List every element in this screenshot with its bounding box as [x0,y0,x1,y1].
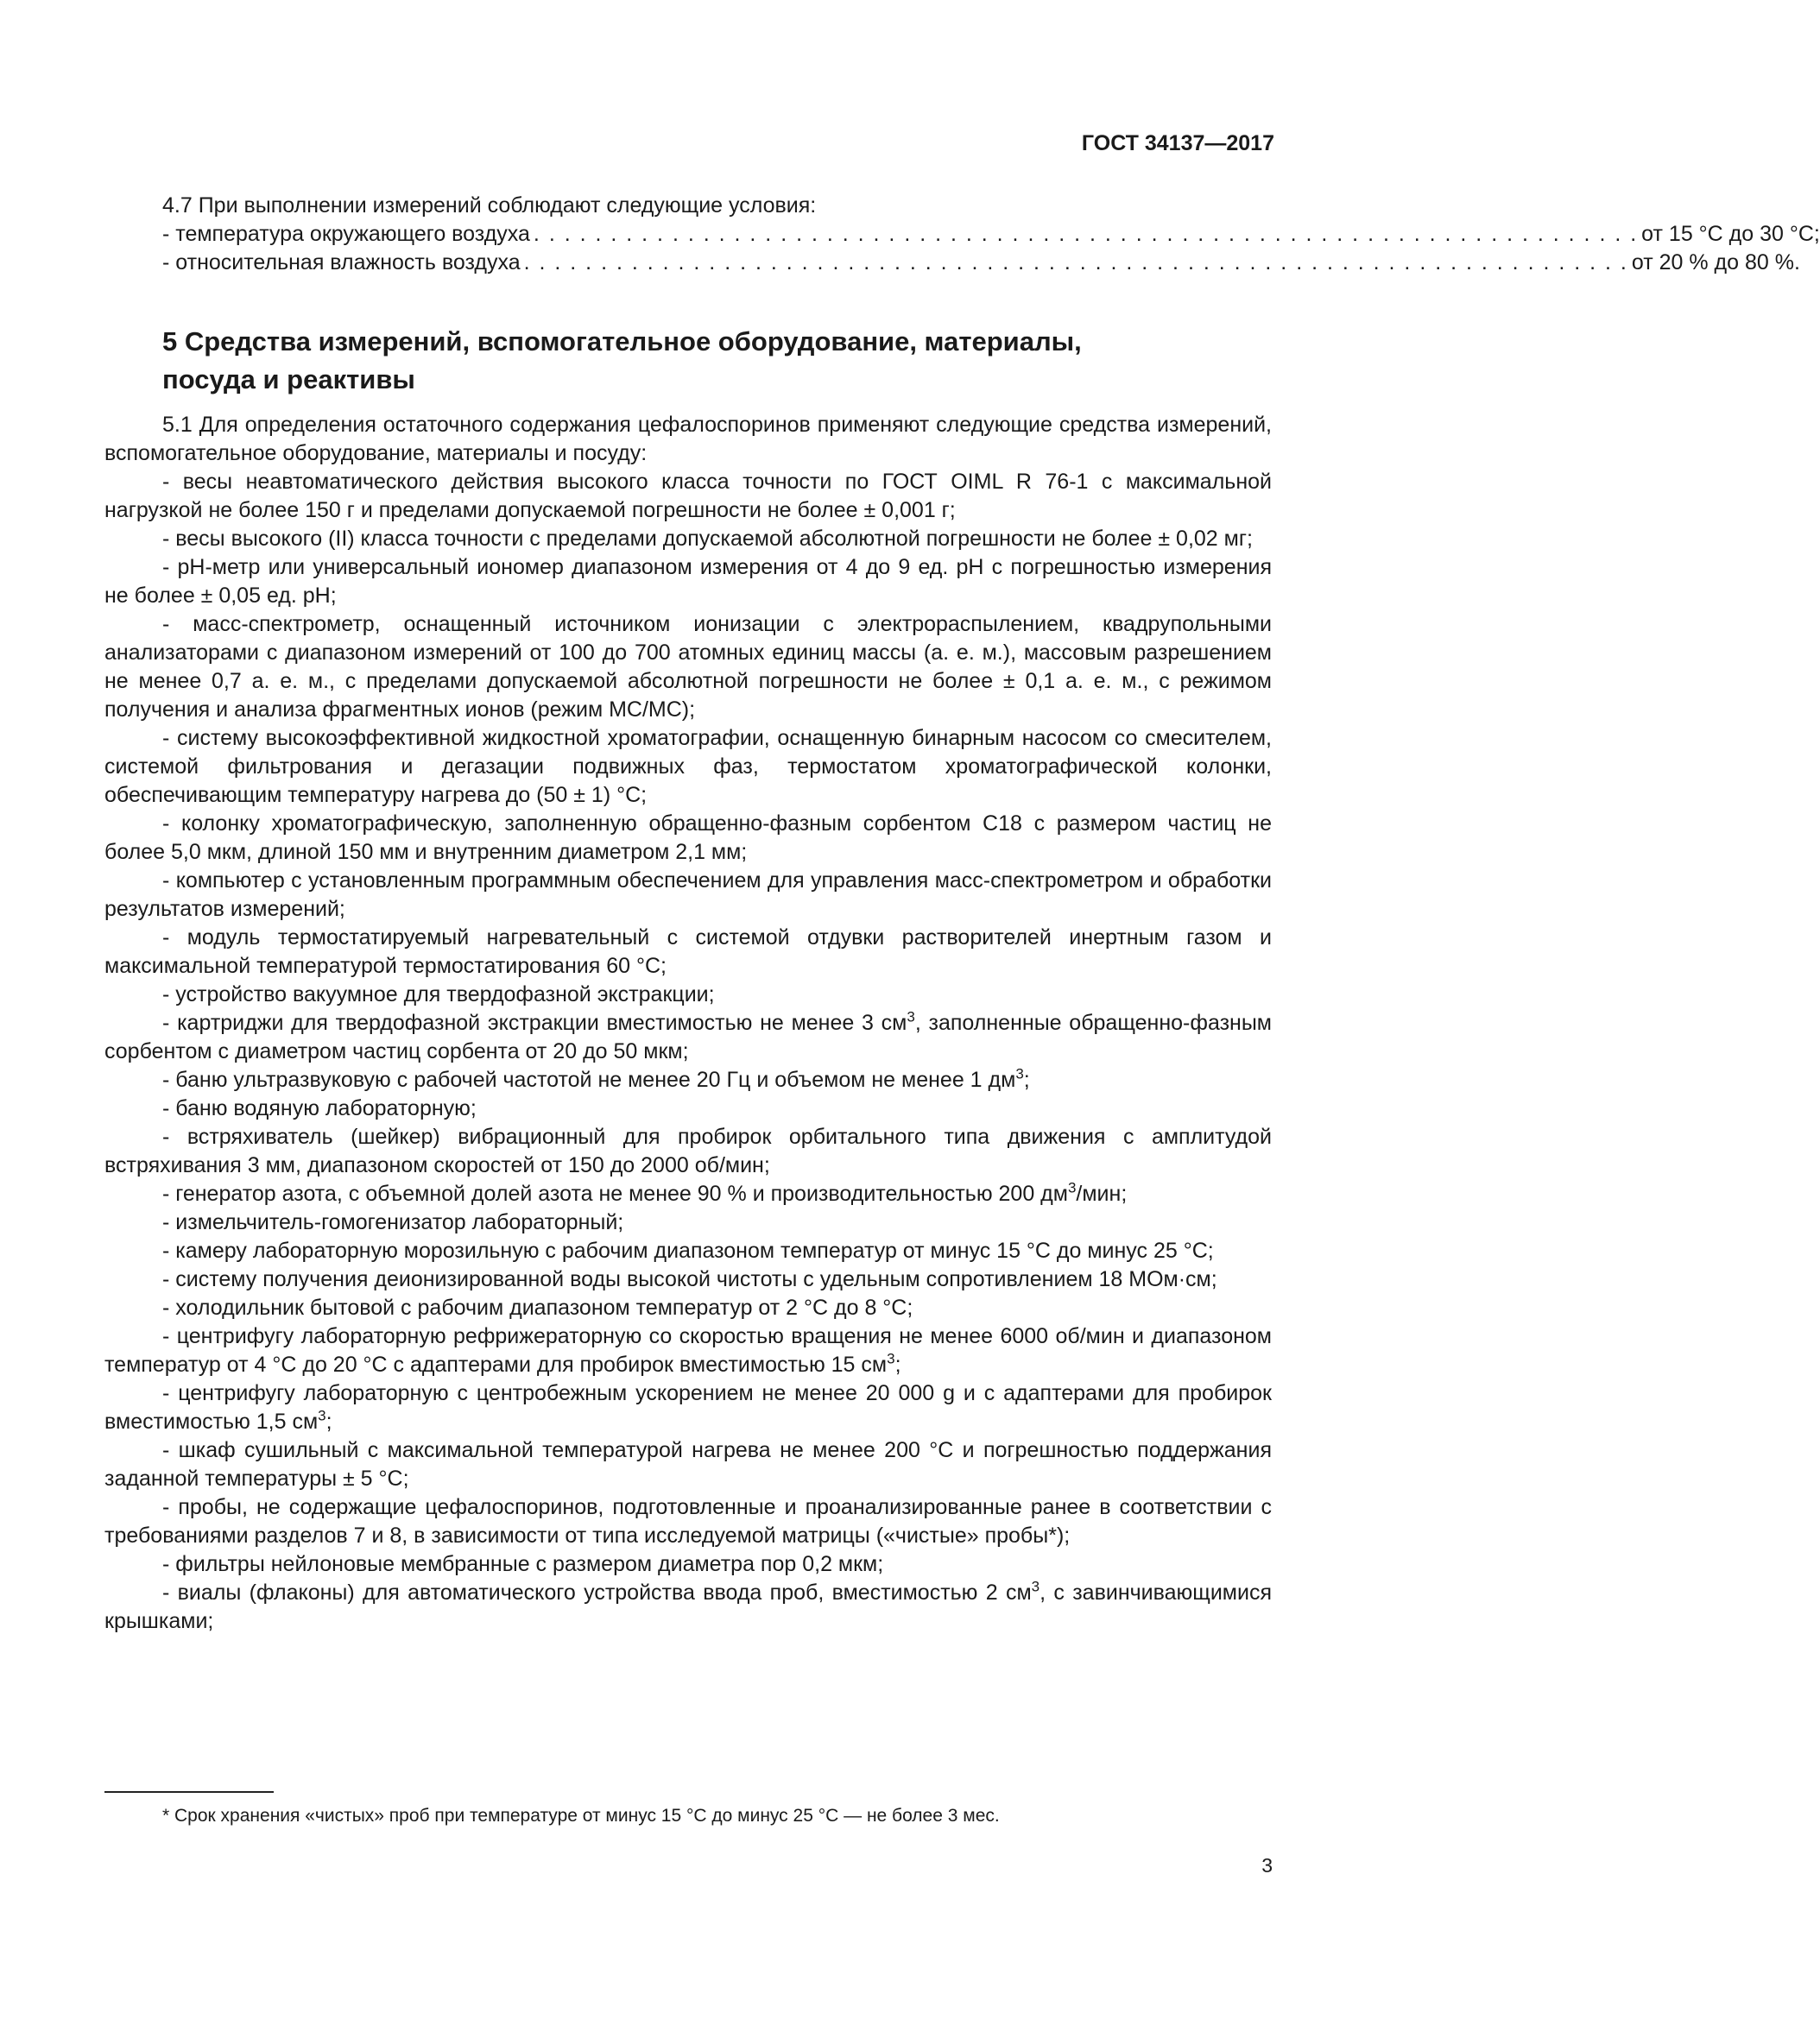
superscript: 3 [887,1350,895,1367]
list-item: - холодильник бытовой с рабочим диапазоном температур от 2 °С до 8 °С; [162,1296,913,1320]
superscript: 3 [1067,1179,1077,1196]
list-item [104,1009,1272,1066]
list-item: - баню водяную лабораторную; [162,1096,477,1120]
footnote-divider [104,1791,274,1793]
condition-temperature [104,220,1820,249]
section-5-heading [162,323,1198,399]
list-item-text: , заполненные обращенно-фазным сорбентом с диаметром частиц сорбента от 20 до 50 мкм; [104,1011,1272,1063]
dot-leader: . . . . . . . . . . . . . . . . . . . . . . . . . . . . . . . . . . . . . . . . . . . . . . . . . . . . . . . . . . . . . . . . . . . . . . . . [533,222,1639,246]
document-id-header: ГОСТ 34137—2017 [1081,131,1274,155]
list-item-text: - центрифугу лабораторную с центробежным ускорением не менее 20 000 g и с адаптерами для пробирок вместимостью 1,5 см [104,1381,1272,1434]
list-item-text: ; [325,1410,332,1434]
list-item [104,1180,1272,1208]
list-item-text: - картриджи для твердофазной экстракции вместимостью не менее 3 см [162,1011,907,1035]
list-item: - измельчитель-гомогенизатор лабораторный; [162,1210,624,1234]
list-item: - колонку хроматографическую, заполненную обращенно-фазным сорбентом С18 с размером частиц не более 5,0 мкм, длиной 150 мм и внутренним диаметром 2,1 мм; [104,811,1272,864]
list-item-text: ; [1023,1068,1030,1092]
superscript: 3 [1031,1578,1040,1595]
dot-leader: . . . . . . . . . . . . . . . . . . . . . . . . . . . . . . . . . . . . . . . . . . . . . . . . . . . . . . . . . . . . . . . . . . . . . . . . [523,250,1628,274]
list-item: - фильтры нейлоновые мембранные с размером диаметра пор 0,2 мкм; [162,1552,884,1576]
paragraph-5-1: 5.1 Для определения остаточного содержания цефалоспоринов применяют следующие средства измерений, вспомогательное оборудование, материалы и посуду: [104,413,1272,465]
paragraph-4-7: 4.7 При выполнении измерений соблюдают следующие условия: [162,193,817,218]
list-item-text: , с завинчивающимися крышками; [104,1580,1272,1633]
condition-humidity [104,249,1800,277]
list-item: - систему высокоэффективной жидкостной хроматографии, оснащенную бинарным насосом со смесителем, системой фильтрования и дегазации подвижных фаз, термостатом хроматографической колонки, обеспечивающим температуру нагрева до (50 ± 1) °С; [104,726,1272,807]
list-item: - систему получения деионизированной воды высокой чистоты с удельным сопротивлением 18 МОм·см; [162,1267,1217,1291]
list-item: - рН-метр или универсальный иономер диапазоном измерения от 4 до 9 ед. рН с погрешностью измерения не более ± 0,05 ед. рН; [104,555,1272,608]
list-item-text: /мин; [1076,1182,1128,1206]
section-4-conditions [104,192,1820,277]
list-item [104,1379,1272,1436]
list-item-text: - центрифугу лабораторную рефрижераторную со скоростью вращения не менее 6000 об/мин и диапазоном температур от 4 °С до 20 °С с адаптерами для пробирок вместимостью 15 см [104,1324,1272,1377]
list-item: - весы высокого (II) класса точности с пределами допускаемой абсолютной погрешности не более ± 0,02 мг; [162,527,1253,551]
list-item [104,1579,1272,1636]
footnote: * Срок хранения «чистых» проб при температуре от минус 15 °С до минус 25 °С — не более 3 мес. [162,1806,1000,1826]
section-5-body [104,411,1272,1636]
list-item: - масс-спектрометр, оснащенный источником ионизации с электрораспылением, квадрупольными анализаторами с диапазоном измерений от 100 до 700 атомных единиц массы (а. е. м.), массовым разрешением не менее 0,7 а. е. м., с пределами допускаемой абсолютной погрешности не более ± 0,1 а. е. м., с режимом получения и анализа фрагментных ионов (режим МС/МС); [104,612,1272,722]
list-item [104,1322,1272,1379]
condition-value: от 20 % до 80 %. [1631,250,1800,274]
list-item-text: - виалы (флаконы) для автоматического устройства ввода проб, вместимостью 2 см [162,1580,1032,1605]
superscript: 3 [1015,1065,1024,1082]
list-item [104,1066,1272,1095]
list-item: - весы неавтоматического действия высокого класса точности по ГОСТ OIML R 76-1 с максимальной нагрузкой не более 150 г и пределами допускаемой погрешности не более ± 0,001 г; [104,470,1272,522]
list-item: - шкаф сушильный с максимальной температурой нагрева не менее 200 °С и погрешностью поддержания заданной температуры ± 5 °С; [104,1438,1272,1491]
condition-label: - относительная влажность воздуха [162,250,521,274]
page-number: 3 [1261,1854,1273,1877]
condition-value: от 15 °С до 30 °С; [1641,222,1820,246]
superscript: 3 [318,1407,326,1424]
list-item: - камеру лабораторную морозильную с рабочим диапазоном температур от минус 15 °С до минус 25 °С; [162,1239,1214,1263]
list-item: - встряхиватель (шейкер) вибрационный для пробирок орбитального типа движения с амплитудой встряхивания 3 мм, диапазоном скоростей от 150 до 2000 об/мин; [104,1125,1272,1177]
list-item-text: ; [894,1353,901,1377]
list-item-text: - баню ультразвуковую с рабочей частотой не менее 20 Гц и объемом не менее 1 дм [162,1068,1016,1092]
list-item: - компьютер с установленным программным обеспечением для управления масс-спектрометром и обработки результатов измерений; [104,868,1272,921]
superscript: 3 [907,1008,915,1025]
heading-line: посуда и реактивы [162,364,415,394]
list-item: - пробы, не содержащие цефалоспоринов, подготовленные и проанализированные ранее в соответствии с требованиями разделов 7 и 8, в зависимости от типа исследуемой матрицы («чистые» пробы*); [104,1495,1272,1548]
list-item: - модуль термостатируемый нагревательный с системой отдувки растворителей инертным газом и максимальной температурой термостатирования 60 °С; [104,925,1272,978]
condition-label: - температура окружающего воздуха [162,222,530,246]
list-item-text: - генератор азота, с объемной долей азота не менее 90 % и производительностью 200 дм [162,1182,1068,1206]
list-item: - устройство вакуумное для твердофазной экстракции; [162,982,715,1006]
heading-line: 5 Средства измерений, вспомогательное оборудование, материалы, [162,326,1082,356]
